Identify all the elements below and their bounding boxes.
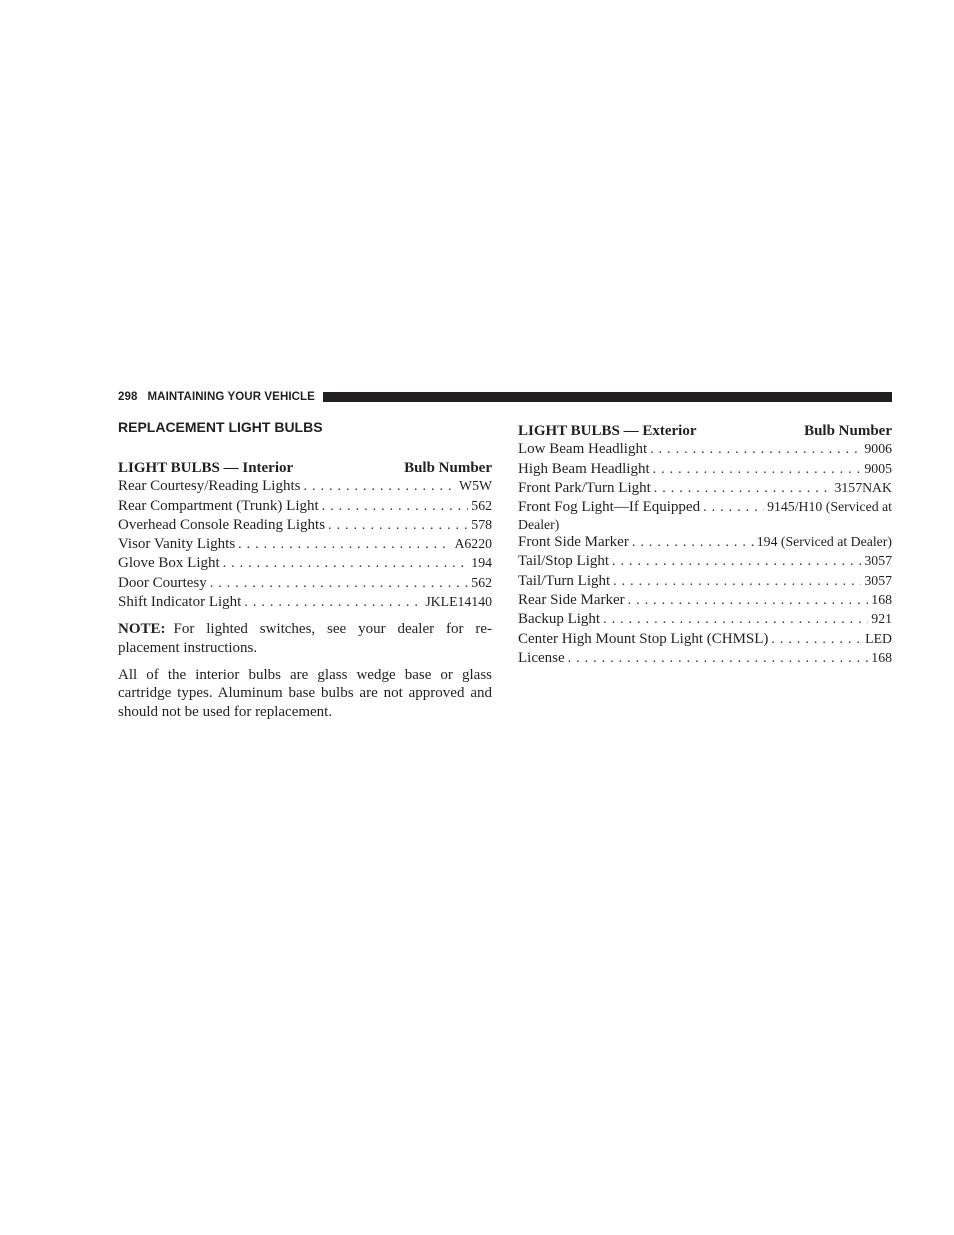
bulb-number: W5W <box>459 478 492 494</box>
exterior-bulb-row <box>518 460 892 479</box>
bulb-label: Visor Vanity Lights <box>118 536 236 553</box>
interior-table-header <box>118 459 492 477</box>
leader-dots <box>654 480 832 498</box>
leader-dots <box>650 441 861 459</box>
bulb-label: Front Fog Light—If Equipped <box>518 499 701 516</box>
leader-dots <box>328 517 468 535</box>
page-header <box>118 389 892 405</box>
bulb-number: LED <box>865 630 892 646</box>
bulb-number: 3157NAK <box>834 479 892 495</box>
bulb-number: 9145/H10 (Serviced at <box>767 499 892 515</box>
leader-dots <box>568 650 869 668</box>
leader-dots <box>244 594 422 612</box>
bulb-label: Front Side Marker <box>518 534 629 551</box>
note-text: For lighted switches, see your dealer for re-placement instructions. <box>118 621 492 656</box>
interior-bulb-row <box>118 554 492 573</box>
bulb-number: 921 <box>871 611 892 627</box>
interior-bulb-row <box>118 497 492 516</box>
bulb-number: 578 <box>471 516 492 532</box>
interior-header-label: LIGHT BULBS — Interior <box>118 460 294 476</box>
leader-dots <box>771 631 862 649</box>
leader-dots <box>703 499 764 516</box>
note-label: NOTE: <box>118 621 166 638</box>
exterior-bulb-row <box>518 649 892 668</box>
bulb-label: Rear Side Marker <box>518 592 625 609</box>
leader-dots <box>613 573 861 591</box>
page-number: 298 <box>118 391 138 403</box>
body-paragraph: All of the interior bulbs are glass wedge base or glass cartridge types. Aluminum base bulbs are not approved and should not be used for replacement. <box>118 666 492 720</box>
bulb-number: 168 <box>871 592 892 608</box>
interior-bulb-row <box>118 477 492 496</box>
bulb-number: JKLE14140 <box>425 594 492 610</box>
bulb-label: Overhead Console Reading Lights <box>118 516 326 533</box>
bulb-label: Shift Indicator Light <box>118 594 242 611</box>
bulb-label: Backup Light <box>518 611 601 628</box>
bulb-label: Glove Box Light <box>118 555 220 572</box>
leader-dots <box>603 611 868 629</box>
leader-dots <box>238 536 451 554</box>
bulb-number: 9005 <box>864 460 892 476</box>
exterior-bulb-row <box>518 552 892 571</box>
exterior-bulb-list <box>518 440 892 668</box>
bulb-label: Tail/Stop Light <box>518 553 610 570</box>
bulb-number: 194 (Serviced at Dealer) <box>756 534 892 550</box>
exterior-bulb-row-fog <box>518 498 892 533</box>
note-paragraph <box>118 620 492 657</box>
exterior-header-value: Bulb Number <box>804 423 892 439</box>
leader-dots <box>612 553 861 571</box>
exterior-bulb-row <box>518 440 892 459</box>
bulb-number: 562 <box>471 497 492 513</box>
bulb-number: 194 <box>471 555 492 571</box>
bulb-label: License <box>518 649 565 666</box>
bulb-number: 3057 <box>864 553 892 569</box>
leader-dots <box>628 592 869 610</box>
bulb-number: 3057 <box>864 572 892 588</box>
bulb-number: 9006 <box>864 441 892 457</box>
bulb-label: Tail/Turn Light <box>518 572 611 589</box>
exterior-header-label: LIGHT BULBS — Exterior <box>518 423 697 439</box>
bulb-number: 168 <box>871 649 892 665</box>
bulb-label: Rear Courtesy/Reading Lights <box>118 478 301 495</box>
bulb-label: Low Beam Headlight <box>518 441 648 458</box>
interior-header-value: Bulb Number <box>404 460 492 476</box>
interior-bulb-row <box>118 593 492 612</box>
exterior-bulb-row <box>518 591 892 610</box>
bulb-number: 562 <box>471 574 492 590</box>
interior-bulb-row <box>118 574 492 593</box>
left-column <box>118 416 492 721</box>
section-title: MAINTAINING YOUR VEHICLE <box>147 391 315 403</box>
leader-dots <box>210 575 469 593</box>
bulb-label: Center High Mount Stop Light (CHMSL) <box>518 630 769 647</box>
leader-dots <box>303 478 456 496</box>
bulb-number-continuation: Dealer) <box>518 517 560 533</box>
bulb-label: Door Courtesy <box>118 574 207 591</box>
section-heading: REPLACEMENT LIGHT BULBS <box>118 419 323 435</box>
interior-bulb-row <box>118 535 492 554</box>
header-rule <box>323 392 892 402</box>
interior-bulb-list <box>118 477 492 612</box>
leader-dots <box>653 461 862 479</box>
bulb-label: Rear Compartment (Trunk) Light <box>118 497 319 514</box>
exterior-bulb-row <box>518 630 892 649</box>
right-column <box>518 416 892 668</box>
exterior-bulb-row <box>518 479 892 498</box>
exterior-table-header <box>518 422 892 440</box>
exterior-bulb-row <box>518 572 892 591</box>
leader-dots <box>223 555 469 573</box>
exterior-bulb-row <box>518 610 892 629</box>
interior-bulb-row <box>118 516 492 535</box>
bulb-label: Front Park/Turn Light <box>518 479 651 496</box>
leader-dots <box>632 534 754 552</box>
exterior-bulb-row <box>518 533 892 552</box>
bulb-label: High Beam Headlight <box>518 460 650 477</box>
leader-dots <box>322 498 469 516</box>
bulb-number: A6220 <box>454 536 492 552</box>
